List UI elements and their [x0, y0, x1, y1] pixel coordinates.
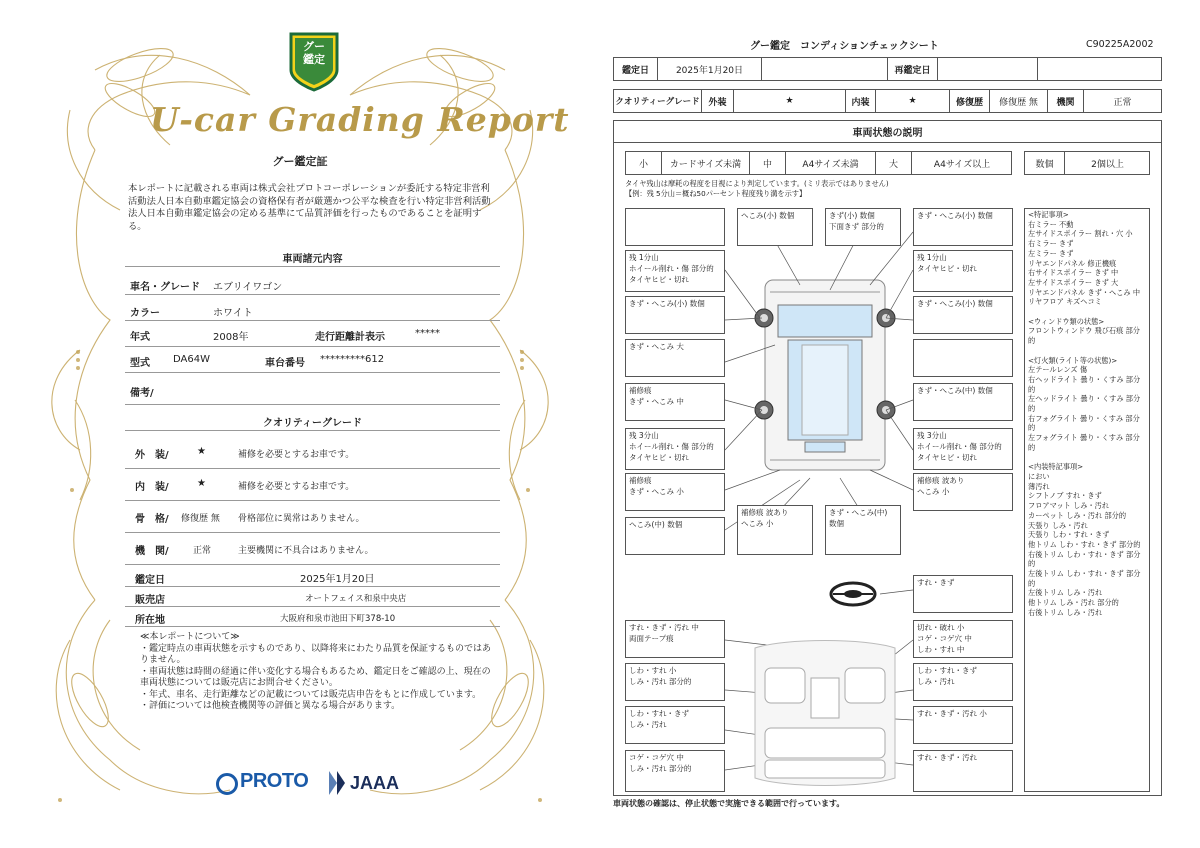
state-header: 車両状態の説明: [613, 120, 1162, 143]
spec-row-remarks: 備考/: [125, 372, 500, 405]
quality-header: クオリティーグレード: [263, 418, 362, 429]
spec-header: 車両諸元内容: [282, 254, 343, 265]
report-notes: [140, 632, 495, 713]
quality-row-frame: 骨 格/ 修復歴 無 骨格部位に異常はありません。: [125, 502, 500, 533]
note-item: ・鑑定時点の車両状態を示すものであり、以降将来にわたり品質を保証するものではありません。: [140, 643, 492, 665]
special-notes: <特記事項> 右ミラー 不動 左サイドスポイラー 割れ・穴 小 右ミラー きず 左ミラー きず リヤエンドパネル 修正機痕 右サイドスポイラー きず 中 左サイドスポイラー きず 大 リヤエンドパネル きず・へこみ 中 リヤフロア キズヘコミ <ウィンドウ類の状態> フロントウィンドウ 飛び石痕 部分的 <灯火類(ライト等の状態)> 左テールレンズ 傷 右ヘッドライト 曇り・くすみ 部分的 左ヘッドライト 曇り・くすみ 部分的 右フォグライト 曇り・くすみ 部分的 左フォグライト 曇り・くすみ 部分的 <内装特記事項> におい 薄汚れ シフトノブ すれ・きず フロアマット しみ・汚れ カーペット しみ・汚れ 部分的 天張り しみ・汚れ 天張り しわ・すれ・きず 他トリム しわ・すれ・きず 部分的 右後トリム しわ・すれ・きず 部分的 左後トリム しわ・すれ・きず 部分的 左後トリム しみ・汚れ 他トリム しみ・汚れ 部分的 右後トリム しみ・汚れ: [1024, 208, 1150, 792]
exterior-note-box: きず・へこみ(中) 数個: [825, 505, 901, 555]
proto-brand: PROTO: [240, 770, 309, 792]
certificate-title: グー鑑定証: [272, 155, 328, 168]
note-item: ・年式、車名、走行距離などの記載については販売店申告をもとに作成しています。: [140, 689, 482, 700]
sheet-title: グー鑑定 コンディションチェックシート: [750, 41, 939, 52]
exterior-note-box: きず・へこみ(小) 数個: [913, 296, 1013, 334]
quality-row-engine: 機 関/ 正常 主要機関に不具合はありません。: [125, 534, 500, 565]
sheet-code: C90225A2002: [1086, 39, 1154, 50]
divider: [125, 430, 500, 431]
exterior-note-box: 残 1分山 タイヤヒビ・切れ: [913, 250, 1013, 292]
quality-row-exterior: 外 装/ ★ 補修を必要とするお車です。: [125, 438, 500, 469]
exterior-note-box: きず(小) 数個 下面きず 部分的: [825, 208, 901, 246]
condition-check-sheet: [600, 0, 1200, 848]
jaaa-brand: JAAA: [350, 773, 400, 793]
goo-kantei-logo: [287, 30, 341, 92]
quality-row: クオリティーグレード 外装 ★ 内装 ★ 修復歴 修復歴 無 機関 正常: [613, 89, 1162, 113]
exterior-note-box: へこみ(小) 数個: [737, 208, 813, 246]
exterior-note-box: きず・へこみ(小) 数個: [913, 208, 1013, 246]
note-item: ・評価については他検査機関等の評価と異なる場合があります。: [140, 701, 401, 711]
note-item: ・車両状態は時間の経過に伴い変化する場合もあるため、鑑定日をご確認の上、現在の車両状態については販売店にお問合せください。: [140, 666, 491, 688]
exterior-note-box: きず・へこみ 大: [625, 339, 725, 377]
exterior-note-box: 補修痕 波あり へこみ 小: [913, 473, 1013, 511]
interior-note-box: しわ・すれ 小 しみ・汚れ 部分的: [625, 663, 725, 701]
tire-note: タイヤ残山は摩耗の程度を目視により判定しています。(ミリ表示ではありません): [625, 179, 889, 188]
exterior-note-box: きず・へこみ(小) 数個: [625, 296, 725, 334]
date-row: 鑑定日 2025年1月20日 再鑑定日: [613, 57, 1162, 81]
interior-note-box: しわ・すれ・きず しみ・汚れ: [913, 663, 1013, 701]
notes-title: ≪本レポートについて≫: [140, 632, 240, 642]
interior-note-box: すれ・きず・汚れ 小: [913, 706, 1013, 744]
tire-example: 【例：残 5分山＝概ね50パーセント程度残り溝を示す】: [625, 189, 807, 198]
steering-wheel-icon: [828, 580, 878, 610]
interior-note-box: すれ・きず・汚れ 中 両面テープ痕: [625, 620, 725, 658]
exterior-note-box: きず・へこみ(中) 数個: [913, 383, 1013, 421]
spec-row-model: 型式 DA64W 車台番号 *********612: [125, 346, 500, 373]
proto-logo-icon: [216, 773, 238, 795]
interior-seat-diagram: [745, 638, 905, 788]
exterior-note-box: へこみ(中) 数個: [625, 517, 725, 555]
info-row-date: 鑑定日 2025年1月20日: [125, 566, 500, 587]
spec-row-color: カラー ホワイト: [125, 294, 500, 321]
spec-row-name: 車名・グレード エブリイワゴン: [125, 268, 500, 295]
script-title: U-car Grading Report: [150, 100, 570, 139]
interior-note-box: すれ・きず: [913, 575, 1013, 613]
exterior-note-box: 残 3分山 ホイール削れ・傷 部分的 タイヤヒビ・切れ: [625, 428, 725, 470]
exterior-note-box: [913, 339, 1013, 377]
size-legend: 小 カードサイズ未満 中 A4サイズ未満 大 A4サイズ以上: [625, 151, 1012, 175]
interior-note-box: 切れ・破れ 小 コゲ・コゲ穴 中 しわ・すれ 中: [913, 620, 1013, 658]
exterior-note-box: 残 1分山 ホイール削れ・傷 部分的 タイヤヒビ・切れ: [625, 250, 725, 292]
certificate-statement: 本レポートに記載される車両は株式会社プロトコーポレーションが委託する特定非営利活動法人日本自動車鑑定協会の資格保有者が厳選かつ公平な検査を行い特定非営利活動法人日本自動車鑑定協会の定める基準にて品質評価を行ったものであることを証明する。: [128, 183, 491, 232]
interior-note-box: コゲ・コゲ穴 中 しみ・汚れ 部分的: [625, 750, 725, 792]
quality-row-interior: 内 装/ ★ 補修を必要とするお車です。: [125, 470, 500, 501]
jaaa-logo-icon: [326, 769, 348, 797]
info-row-address: 所在地 大阪府和泉市池田下町378-10: [125, 606, 500, 627]
spec-row-year: 年式 2008年 走行距離計表示 *****: [125, 320, 500, 347]
sheet-footer: 車両状態の確認は、停止状態で実施できる範囲で行っています。: [613, 799, 845, 808]
count-legend: 数個 2個以上: [1024, 151, 1150, 175]
divider: [125, 266, 500, 267]
exterior-note-box: 補修痕 きず・へこみ 小: [625, 473, 725, 511]
exterior-note-box: 補修痕 きず・へこみ 中: [625, 383, 725, 421]
exterior-note-box: [625, 208, 725, 246]
info-row-dealer: 販売店 オートフェイス和泉中央店: [125, 586, 500, 607]
interior-note-box: しわ・すれ・きず しみ・汚れ: [625, 706, 725, 744]
exterior-note-box: 残 3分山 ホイール削れ・傷 部分的 タイヤヒビ・切れ: [913, 428, 1013, 470]
logo-text: グー 鑑定: [303, 40, 325, 66]
interior-note-box: すれ・きず・汚れ: [913, 750, 1013, 792]
exterior-note-box: 補修痕 波あり へこみ 小: [737, 505, 813, 555]
